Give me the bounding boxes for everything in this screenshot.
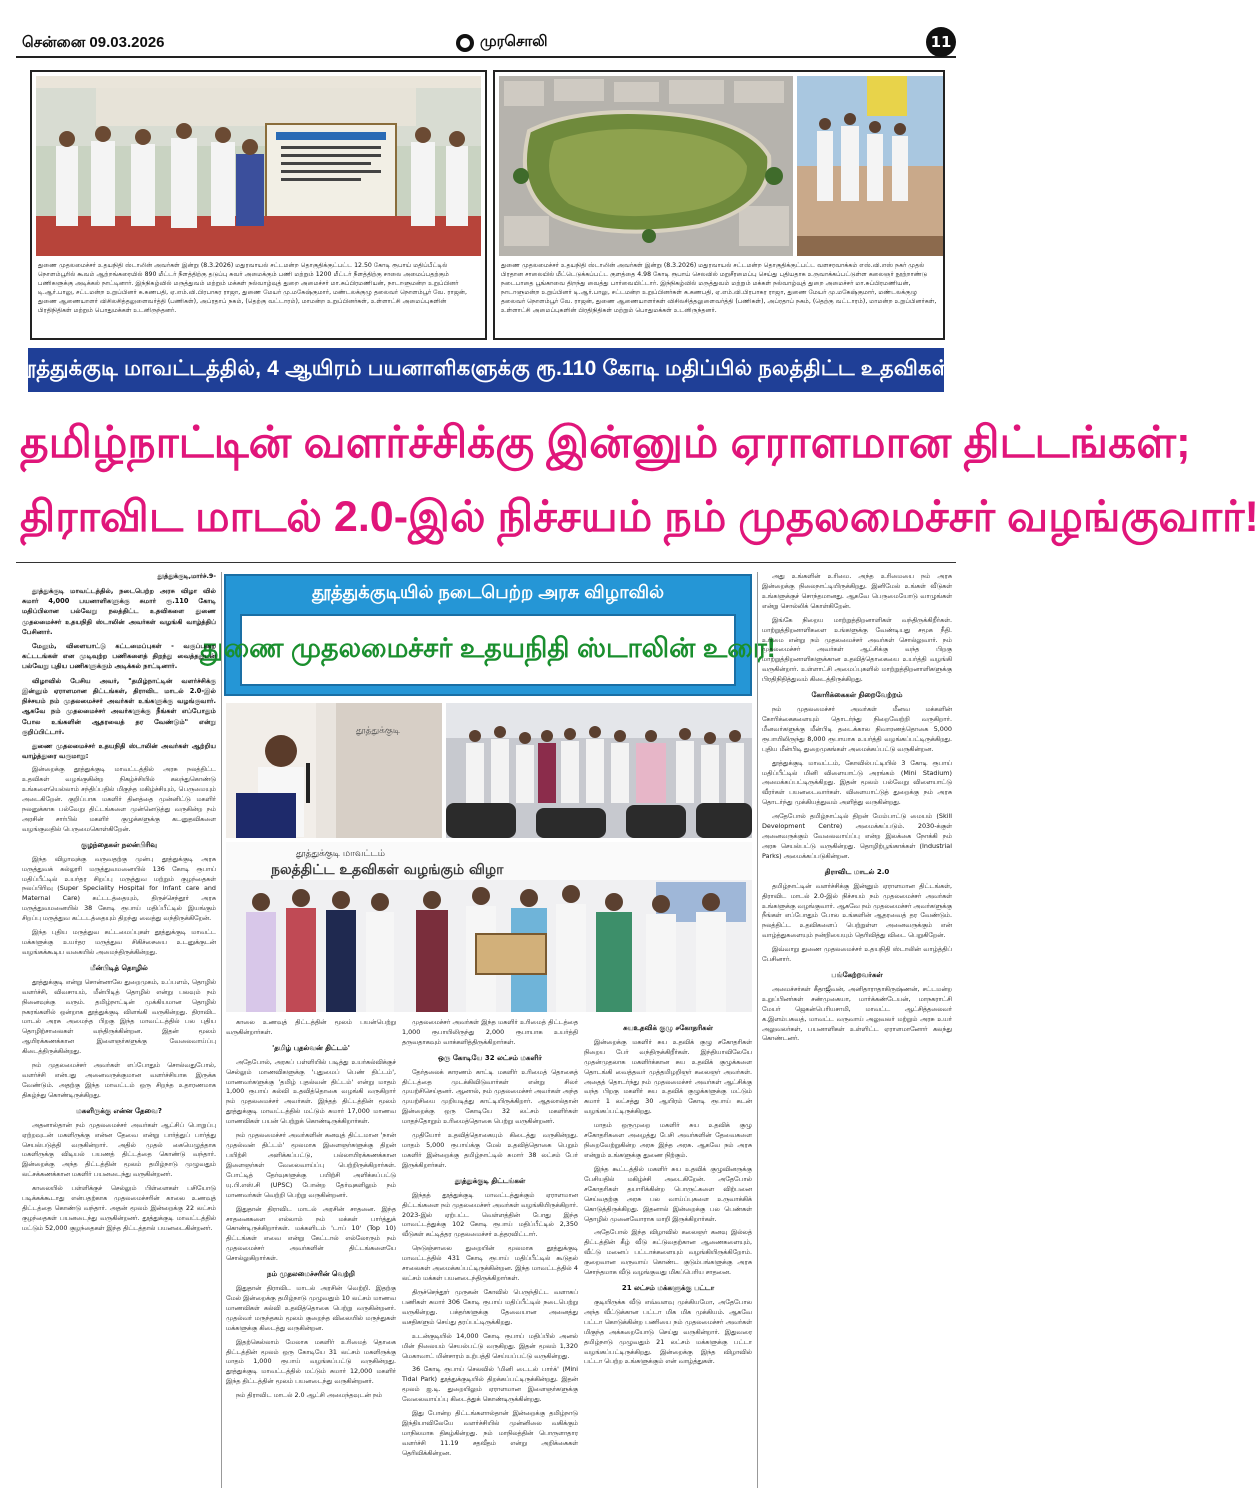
col1-paragraph: தூத்துக்குடி என்று சொன்னாலே துறைமுகம், உப்பளம், தொழில் வளர்ச்சி, விவசாயம், மீன்பிடித் தொழில் என்று பலவும் நம் நினைவுக்கு வரும். தமிழ்நாட்டின் முக்கியமான தொழில் நகரங்களில் ஒன்றாக தூத்துக்குடி விளங்கி வருகின்றது. திராவிட மாடல் அரசு அமைந்த பிறகு இந்த மாவட்டத்தில் பல புதிய தொழிற்சாலைகள் வந்திருக்கின்றன. இதன் மூலம் ஆயிரக்கணக்கான இளைஞர்களுக்கு வேலைவாய்ப்பு கிடைத்திருக்கின்றது. <box>22 977 216 1056</box>
col5-paragraph: இங்கே நிறைய மாற்றுத்திறனாளிகள் வந்திருக்கிறீர்கள். மாற்றுத்திறனாளிகளை உங்களுக்கு வேண்டியது சமூக நீதி. உரிமை என்று நம் முதலமைச்சர் அவர்கள் சொல்லுவார். நம் முதலமைச்சர் அவர்கள் ஆட்சிக்கு வந்த பிறகு மாற்றுத்திறனாளிகளுக்கான உதவித்தொகையை உயர்த்தி வழங்கி வருகின்றார். உள்ளாட்சி அமைப்புகளில் மாற்றுத்திறனாளிகளுக்கு பிரதிநிதித்துவம் கிடைத்திருக்கிறது. <box>762 615 952 684</box>
dateline: தூத்துக்குடி,மார்ச்.9- <box>157 572 216 580</box>
paper-name: முரசொலி <box>480 33 548 50</box>
col3-paragraph: உடன்குடியில் 14,000 கோடி ரூபாய் மதிப்பில் அனல் மின் நிலையம் செயல்பட்டு வருகிறது. இதன் மூலம் 1,320 மெகாவாட் மின்சாரம் உற்பத்தி செய்யப்பட்டு வருகின்றது. <box>402 1331 578 1360</box>
article-column-5 <box>762 572 952 1488</box>
ribbon-cutting-photo <box>36 76 481 256</box>
col5-paragraph: இவ்வாறு துணை முதலமைச்சர் உதயநிதி ஸ்டாலின் வாழ்த்திப் பேசினார். <box>762 945 952 964</box>
col4-paragraph: இன்றைக்கு மகளிர் சுய உதவிக் குழு சகோதரிகள் நிறைய பேர் வந்திருக்கிறீர்கள். இந்தியாவிலேயே முதன்முதலாக மகளிர்க்கான சுய உதவிக் குழுக்களை தொடங்கி வைத்தவர் முத்தமிழறிஞர் கலைஞர் அவர்கள். அதைத் தொடர்ந்து நம் முதலமைச்சர் அவர்கள் ஆட்சிக்கு வந்த பிறகு மகளிர் சுய உதவிக் குழுக்களுக்கு மட்டும் சுமார் 1 லட்சத்து 30 ஆயிரம் கோடி ரூபாய் கடன் வழங்கப்பட்டிருக்கிறது. <box>584 1037 752 1116</box>
lake-aerial-photo <box>499 76 793 256</box>
feature-subtitle: தூத்துக்குடியில் நடைபெற்ற அரசு விழாவில் <box>311 582 665 602</box>
top-left-caption: துணை முதலமைச்சர் உதயநிதி ஸ்டாலின் அவர்கள் இன்று (8.3.2026) மதுரவாயல் சட்டமன்ற தொகுதிக்குட்பட்ட 12.50 கோடி ரூபாய் மதிப்பீட்டில் நொளம்பூரில் கூவம் ஆற்றங்கரையில் 890 மீட்டர் நீளத்திற்கு தடுப்பு சுவர் அமைக்கும் பணி மற்றும் 1200 மீட்டர் நீளத்திற்கு சாலை அமைப்பதற்கும் பணிகளுக்கு அடிக்கல் நாட்டினார். இந்நிகழ்வில் மருத்துவம் மற்றும் மக்கள் நல்வாழ்வுத் துறை அமைச்சர் மா.சுப்பிரமணியன், நாடாளுமன்ற உறுப்பினர் டி.ஆர்.பாலு, சட்டமன்ற உறுப்பினர் க.கணபதி, ஏ.எம்.வி.பிரபாகர ராஜா, துணை மேயர் மு.மகேஷ்குமார், மண்டலக்குழு தலைவர் நொளம்பூர் வே. ராஜன், துணை ஆணையாளர் விசிலசித்தலுளைவர்த்தி (பணிகள்), அப்ரதாப் நகம், (தெற்கு வட்டாரம்), மாமன்ற உறுப்பினர்கள், உள்ளாட்சி அமைப்புகளின் பிரதிநிதிகள் மற்றும் பொதுமக்கள் உடனிருந்தனர். <box>38 262 467 314</box>
col1-paragraph: அதனால்தான் நம் முதலமைச்சர் அவர்கள் ஆட்சிப் பொறுப்பு ஏற்றவுடன் மகளிருக்கு என்ன தேவை என்று பார்த்துப் பார்த்து செயல்படுத்தி வருகின்றார். அதில் முதல் கையெழுத்தாக மகளிருக்கு விடியல் பயணத் திட்டத்தை கொண்டு வந்தார். இன்றைக்கு அந்த திட்டத்தின் மூலம் தமிழ்நாடு முழுவதும் லட்சக்கணக்கான மகளிர் பயனடைந்து வருகின்றனர். <box>22 1120 216 1179</box>
col3-paragraph: முதலமைச்சர் அவர்கள் இந்த மகளிர் உரிமைத் திட்டத்தை 1,000 ரூபாயிலிருந்து 2,000 ரூபாயாக உயர்த்தி தருவதாகவும் வாக்களித்திருக்கிறார்கள். <box>402 1018 578 1046</box>
col2-paragraph: அதேபோல், அரசுப் பள்ளியில் படித்து உயர்கல்விக்குச் செல்லும் மாணவிகளுக்கு 'புதுமைப் பெண் திட்டம்', மாணவர்களுக்கு 'தமிழ் புதல்வன் திட்டம்' என்று மாதம் 1,000 ரூபாய் கல்வி உதவித்தொகை வழங்கி வருகிறார் நம் முதலமைச்சர் அவர்கள். இந்தத் திட்டத்தின் மூலம் தூத்துக்குடி மாவட்டத்தில் மட்டும் சுமார் 17,000 மாணவ மாணவிகள் பயன் பெற்றுக் கொண்டிருக்கிறார்கள். <box>226 1057 396 1126</box>
headline-line-2: திராவிட மாடல் 2.0-இல் நிச்சயம் நம் முதலமைச்சர் வழங்குவார்! <box>20 493 1259 541</box>
welfare-distribution-photo <box>226 842 752 1012</box>
col1-subheading: மகளிருக்கு என்ன தேவை? <box>76 1106 162 1115</box>
col5-paragraph: அதேபோல் தமிழ்நாட்டில் திறன் மேம்பாட்டு மையம் (Skill Development Centre) அமைக்கப்படும். 2030-க்குள் அனைவருக்கும் வேலைவாய்ப்பு என்ற இலக்கை நோக்கி நம் அரசு செயல்பட்டு வருகின்றது. தொழிற்பூங்காக்கள் (Industrial Parks) அமைக்கப்படுகின்றன. <box>762 812 952 860</box>
speech-photo <box>226 703 442 838</box>
col3-paragraph: தேர்தலைக் காரணம் காட்டி மகளிர் உரிமைத் தொகைத் திட்டத்தை முடக்கிவிடுவார்கள் என்று சிலர் முயற்சிசெய்தனர். ஆனால், நம் முதலமைச்சர் அவர்கள் அந்த முயற்சியை முறியடித்து காட்டியிருக்கிறார். ஆதலால்தான் இன்றைக்கு ஒரு கோடியே 32 லட்சம் மகளிர்கள் மாதந்தோறும் உரிமைத்தொகை பெற்று வருகின்றனர். <box>402 1067 578 1126</box>
col2-paragraph: இதுதான் திராவிட மாடல் அரசின் சாதனை. இந்த சாதனைகளை எல்லாம் நம் மக்கள் பார்த்துக் கொண்டிருக்கிறார்கள். மக்களிடம் 'டாப் 10' (Top 10) திட்டங்கள் எவை என்று கேட்டால் எல்லோரும் நம் முதலமைச்சர் அவர்களின் திட்டங்களையே சொல்லுகிறார்கள். <box>226 1204 396 1263</box>
stage-banner-text: தூத்துக்குடி <box>356 726 401 736</box>
feature-box <box>200 574 776 696</box>
top-right-photo-lake <box>499 76 793 256</box>
article-column-1 <box>22 572 216 1488</box>
lead-paragraph: தூத்துக்குடி மாவட்டத்தில், நடைபெற்ற அரசு விழா வில் சுமார் 4,000 பயனாளிகளுக்கு சுமார் ரூ.110 கோடி மதிப்பிலான பல்வேறு நலத்திட்ட உதவிகளை துணை முதலமைச்சர் உதயநிதி ஸ்டாலின் அவர்கள் வழங்கி வாழ்த்திப் பேசினார். <box>22 586 216 636</box>
col5-paragraph: தூத்துக்குடி மாவட்டம், கோவில்பட்டியில் 3 கோடி ரூபாய் மதிப்பீட்டில் மினி விளையாட்டு அரங்கம் (Mini Stadium) அமைக்கப்பட்டிருக்கிறது. இதன் மூலம் பல்வேறு விளையாட்டு வீரர்கள் பயனடைவார்கள். விளையாட்டுத் துறைக்கு நம் அரசு தொடர்ந்து முக்கியத்துவம் அளித்து வருகின்றது. <box>762 758 952 807</box>
col5-paragraph: தமிழ்நாட்டின் வளர்ச்சிக்கு இன்னும் ஏராளமான திட்டங்கள், திராவிட மாடல் 2.0-இல் நிச்சயம் நம் முதலமைச்சர் அவர்கள் உங்களுக்கு வழங்குவார். ஆகவே நம் முதலமைச்சர் அவர்களுக்கு நீங்கள் எப்போதும் போல உங்களின் ஆதரவைத் தர வேண்டும். நலத்திட்ட உதவிகளைப் பெற்றுள்ள அனைவருக்கும் என் வாழ்த்துகளையும் நன்றியையும் தெரிவித்து விடை பெறுகிறேன். <box>762 881 952 940</box>
col2-paragraph: இதுதான் திராவிட மாடல் அரசின் வெற்றி. இதற்கு மேல் இன்றைக்கு தமிழ்நாடு முழுவதும் 10 லட்சம் மாணவ மாணவிகள் கல்வி உதவித்தொகை பெற்று வருகின்றனர். முதல்வர் மருந்தகம் மூலம் குறைந்த விலையில் மருந்துகள் மக்களுக்கு கிடைத்து வருகின்றன. <box>226 1283 396 1332</box>
event-banner-text-2: நலத்திட்ட உதவிகள் வழங்கும் விழா <box>271 862 504 878</box>
col5-subheading: திராவிட மாடல் 2.0 <box>824 867 890 876</box>
col2-paragraph: நம் முதலமைச்சர் அவர்களின் கனவுத் திட்டமான 'நான் முதல்வன் திட்டம்' மூலமாக இளைஞர்களுக்கு திறன் பயிற்சி அளிக்கப்பட்டு, பல்லாயிரக்கணக்கான இளைஞர்கள் வேலைவாய்ப்பு பெற்றிருக்கிறார்கள். போட்டித் தேர்வுகளுக்கு பயிற்சி அளிக்கப்பட்டு யு.பி.எஸ்.சி (UPSC) போன்ற தேர்வுகளிலும் நம் மாணவர்கள் வெற்றி பெற்று வருகின்றனர். <box>226 1131 396 1199</box>
col1-paragraph: மேலும், விளையாட்டு கட்டமைப்புகள் - வகுப்பறை கட்டடங்கள் என முடிவுற்ற பணிகளைத் திறந்து வைத்ததுடன் பல்வேறு புதிய பணிகளுக்கும் அடிக்கல் நாட்டினார். <box>22 642 216 671</box>
top-left-photo <box>36 76 481 256</box>
col1-subheading: குழந்தைகள் நலன்பிரிவு <box>81 840 157 849</box>
col3-paragraph: இது போன்ற திட்டங்களால்தான் இன்றைக்கு தமிழ்நாடு இந்தியாவிலேயே வளர்ச்சியில் முன்னிலை வகிக்கும் மாநிலமாக திகழ்கின்றது. நம் மாநிலத்தின் பொருளாதார வளர்ச்சி 11.19 சதவீதம் என்று அறிக்கைகள் தெரிவிக்கின்றன. <box>402 1409 578 1457</box>
col3-paragraph: முதியோர் உதவித்தொகையும் கிடைத்து வருகின்றது. மாதம் 5,000 ரூபாய்க்கு மேல் உதவித்தொகை பெறும் மகளிர் இன்றைக்கு தமிழ்நாட்டில் சுமார் 38 லட்சம் பேர் இருக்கிறார்கள். <box>402 1131 578 1169</box>
col5-subheading: பங்கேற்றவர்கள் <box>831 971 883 980</box>
event-banner-text: தூத்துக்குடி மாவட்டம் <box>296 849 386 859</box>
col1-paragraph: காலையில் பள்ளிக்குச் செல்லும் பிள்ளைகள் பசியோடு படிக்கக்கூடாது என்பதற்காக முதலமைச்சரின் காலை உணவுத் திட்டத்தை கொண்டு வந்தார். அதன் மூலம் இன்றைக்கு 22 லட்சம் குழந்தைகள் பயனடைந்து வருகின்றனர். தூத்துக்குடி மாவட்டத்தில் மட்டும் 52,000 குழந்தைகள் இந்த திட்டத்தால் பயனடைகின்றனர். <box>22 1184 216 1232</box>
col1-paragraph: துணை முதலமைச்சர் உதயநிதி ஸ்டாலின் அவர்கள் ஆற்றிய வாழ்த்துரை வருமாறு: <box>22 741 216 761</box>
col1-paragraph: இந்த விழாவுக்கு வருவதற்கு முன்பு தூத்துக்குடி அரசு மருத்துவக் கல்லூரி மருத்துவமனையில் 136 கோடி ரூபாய் மதிப்பீட்டில் உயர்தர சிறப்பு மருத்துவ மற்றும் குழந்தைகள் நலப்பிரிவு (Super Speciality Hospital for Infant care and Maternal Care) கட்டடத்தையும், திருச்செந்தூர் அரசு மருத்துவமனையில் 38 கோடி ரூபாய் மதிப்பீட்டில் இயங்கும் சிறப்பு மருத்துவ கட்டடத்தையும் திறந்து வைத்து வந்திருக்கிறேன். <box>22 854 216 923</box>
col2-paragraph: இதற்கெல்லாம் மேலாக மகளிர் உரிமைத் தொகை திட்டத்தின் மூலம் ஒரு கோடியே 31 லட்சம் மகளிருக்கு மாதம் 1,000 ரூபாய் வழங்கப்பட்டு வருகின்றது. தூத்துக்குடி மாவட்டத்தில் மட்டும் சுமார் 12,000 மகளிர் இந்த திட்டத்தின் மூலம் பயனடைந்து வருகின்றனர். <box>226 1337 396 1386</box>
masthead <box>16 30 956 58</box>
col4-subheading: சுயஉதவிக் குழு சகோதரிகள் <box>623 1024 713 1032</box>
col5-subheading: கோரிக்கைகள் நிறைவேற்றம் <box>811 691 903 700</box>
crowd-photo <box>446 703 752 838</box>
col4-subheading: 21 லட்சம் மக்களுக்கு பட்டா <box>621 1284 715 1293</box>
col1-paragraph: இன்றைக்கு தூத்துக்குடி மாவட்டத்தில் அரசு நலத்திட்ட உதவிகள் வழங்குகின்ற நிகழ்ச்சியில் கலந்துகொண்டு உங்களையெல்லாம் சந்திப்பதில் மிகுந்த மகிழ்ச்சியும், பெருமையும் அடைகிறேன். குறிப்பாக மகளிர் தினத்தை முன்னிட்டு மகளிர் நலனுக்காக பல்வேறு திட்டங்களை முன்னெடுத்து வருகின்ற நம் அரசின் சார்பில் மகளிர் குழுக்களுக்கு கடனுதவிகளை வழங்குவதில் பெருமைகொள்கிறேன். <box>22 765 216 833</box>
col3-paragraph: நெடுஞ்சாலை துறையின் மூலமாக தூத்துக்குடி மாவட்டத்தில் 431 கோடி ரூபாய் மதிப்பீட்டில் கூடுதல் சாலைகள் அமைக்கப்பட்டிருக்கின்றன. இந்த மாவட்டத்தில் 4 லட்சம் மக்கள் பயனடைந்திருக்கிறார்கள். <box>402 1244 578 1283</box>
col1-subheading: மீன்பிடித் தொழில் <box>90 963 148 972</box>
col3-subheading: ஒரு கோடியே 32 லட்சம் மகளிர் <box>438 1053 542 1062</box>
col4-paragraph: மாதம் ஒருமுறை மகளிர் சுய உதவிக் குழு சகோதரிகளை அழைத்து பேசி அவர்களின் தேவைகளை நிறைவேற்றுகின்ற அரசு இந்த அரசு. ஆகவே நம் அரசு என்றும் உங்களுக்கு துணை நிற்கும். <box>584 1121 752 1159</box>
crowd-with-scooters-photo <box>446 703 752 838</box>
article-column-4 <box>584 1018 752 1488</box>
col5-paragraph: நம் முதலமைச்சர் அவர்கள் மீனவ மக்களின் கோரிக்கைகளையும் தொடர்ந்து நிறைவேற்றி வருகிறார். மீனவர்களுக்கு மீன்பிடி தடைக்கால நிவாரணத்தொகை 5,000 ரூபாயிலிருந்து 8,000 ரூபாயாக உயர்த்தி வழங்கப்பட்டிருக்கிறது. புதிய மீன்பிடி துறைமுகங்கள் அமைக்கப்பட்டு வருகின்றன. <box>762 704 952 753</box>
col5-paragraph: அது உங்களின் உரிமை. அந்த உரிமையை நம் அரசு இன்றைக்கு நிலைநாட்டியிருக்கிறது. இனிமேல் உங்கள் வீடுகள் உங்களுக்குச் சொந்தமானது. ஆகவே பெருமையோடு வாழுங்கள் என்று சொல்லிக் கொள்கிறேன். <box>762 572 952 610</box>
col3-paragraph: திருச்செந்தூர் முருகன் கோவில் பெருந்திட்ட வளாகப் பணிகள் சுமார் 306 கோடி ரூபாய் மதிப்பீட்டில் நடைபெற்று வருகின்றது. பக்தர்களுக்கு தேவையான அனைத்து வசதிகளும் செய்து தரப்பட்டிருக்கிறது. <box>402 1287 578 1326</box>
headline-divider <box>16 562 956 563</box>
top-right-photo-box <box>493 70 945 340</box>
col2-paragraph: நம் திராவிட மாடல் 2.0 ஆட்சி அமைந்தவுடன் நம் <box>236 1391 383 1400</box>
paper-name-block <box>456 33 548 52</box>
award-photo <box>226 842 752 1012</box>
top-left-photo-box <box>30 70 487 340</box>
col4-paragraph: அதேபோல் இந்த விழாவில் கலைஞர் கனவு இல்லத் திட்டத்தின் கீழ் வீடு கட்டுவதற்கான ஆணைகளையும், வீட்டு மனைப் பட்டாக்களையும் வழங்கியிருக்கிறோம். குறைவான வருவாய் கொண்ட குடும்பங்களுக்கு அரசு சொந்தமாக வீடு வழங்குவது மிகப்பெரிய சாதனை. <box>584 1228 752 1277</box>
park-walk-photo <box>797 76 943 256</box>
col2-subheading: 'தமிழ் புதல்வன் திட்டம்' <box>272 1043 350 1052</box>
col2-subheading: நம் முதலமைச்சரின் வெற்றி <box>267 1270 355 1279</box>
col1-paragraph: விழாவில் பேசிய அவர், "தமிழ்நாட்டின் வளர்ச்சிக்கு இன்னும் ஏராளமான திட்டங்கள், திராவிட மாடல் 2.0-இல் நிச்சயம் நம் முதலமைச்சர் அவர்கள் உங்களுக்கு வழங்குவார். ஆகவே நம் முதலமைச்சர் அவர்களுக்கு நீங்கள் எப்போதும் போல உங்களின் ஆதரவைத் தர வேண்டும்" என்று குறிப்பிட்டார். <box>22 676 216 736</box>
col2-paragraph: காலை உணவுத் திட்டத்தின் மூலம் பயன்பெற்று வருகின்றார்கள். <box>226 1018 396 1036</box>
col4-paragraph: இந்த கூட்டத்தில் மகளிர் சுய உதவிக் குழுவினருக்கு பேசியதில் மகிழ்ச்சி அடைகிறேன். அதேபோல் சகோதரிகள் தயாரிக்கின்ற பொருட்களை விற்பனை செய்வதற்கு அரசு பல வாய்ப்புகளை உருவாக்கிக் கொடுத்திருக்கிறது. இதனால் இன்றைக்கு பல பெண்கள் தொழில் முனைவோராக மாறி இருக்கிறார்கள். <box>584 1164 752 1223</box>
headline-line-1: தமிழ்நாட்டின் வளர்ச்சிக்கு இன்னும் ஏராளமான திட்டங்கள்; <box>20 418 1191 467</box>
feature-title: துணை முதலமைச்சர் உதயநிதி ஸ்டாலின் உரை! <box>240 614 736 686</box>
page-number: 11 <box>926 27 956 57</box>
col1-paragraph: இந்த புதிய மருத்துவ கட்டமைப்புகள் தூத்துக்குடி மாவட்ட மக்களுக்கு உயர்தர மருத்துவ சிகிச்சையை உடனுக்குடன் வழங்கக்கூடிய வகையில் அமைந்திருக்கின்றது. <box>22 928 216 957</box>
newspaper-logo-icon <box>456 34 474 52</box>
col3-paragraph: 36 கோடி ரூபாய் செலவில் 'மினி டைடல் பார்க்' (Mini Tidal Park) தூத்துக்குடியில் திறக்கப்பட்டிருக்கின்றது. இதன் மூலம் ஐ.டி. துறையிலும் ஏராளமான இளைஞர்களுக்கு வேலைவாய்ப்பு கிடைத்துக் கொண்டிருக்கின்றது. <box>402 1365 578 1404</box>
col5-paragraph: அமைச்சர்கள் கீதாஜீவன், அனிதாராதாகிருஷ்ணன், சட்டமன்ற உறுப்பினர்கள் சண்முகையா, மார்க்கண்டேயன், மாநகராட்சி மேயர் ஜெகன்பெரியசாமி, மாவட்ட ஆட்சித்தலைவர் க.இளம்பகவத், மாவட்ட வருவாய் அலுவலர் மற்றும் அரசு உயர் அலுவலர்கள், பயனாளிகள் உள்ளிட்ட ஏராளமானோர் கலந்து கொண்டனர். <box>762 984 952 1043</box>
article-column-3 <box>402 1018 578 1488</box>
col4-paragraph: குடியிருக்க வீடு எவ்வளவு முக்கியமோ, அதேபோல அந்த வீட்டுக்கான பட்டா மிக மிக முக்கியம். ஆகவே பட்டா கொடுக்கின்ற பணியை நம் முதலமைச்சர் அவர்கள் மிகுந்த அக்கறையோடு செய்து வருகின்றார். இதுவரை தமிழ்நாடு முழுவதும் 21 லட்சம் மக்களுக்கு பட்டா வழங்கப்பட்டிருக்கிறது. இன்றைக்கு இந்த விழாவில் பட்டா பெற்ற உங்களுக்கும் என் வாழ்த்துகள். <box>584 1297 752 1366</box>
subheadline-banner: தூத்துக்குடி மாவட்டத்தில், 4 ஆயிரம் பயனாளிகளுக்கு ரூ.110 கோடி மதிப்பில் நலத்திட்ட உதவிகள்: <box>28 348 944 392</box>
article-column-2 <box>226 1018 396 1488</box>
top-right-caption: துணை முதலமைச்சர் உதயநிதி ஸ்டாலின் அவர்கள் இன்று (8.3.2026) மதுரவாயல் சட்டமன்ற தொகுதிக்குட்பட்ட வளசரவாக்கம் எஸ்.வி.எஸ் நகர் முதல் பிரதான சாலையில் மீட்டெடுக்கப்பட்ட குளத்தை 4.98 கோடி ரூபாய் செலவில் மறுசீரமைப்பு செய்து புதியதாக உருவாக்கப்பட்டுள்ள கலைஞர் நூற்றாண்டு நடைபாதை பூங்காவை திறந்து வைத்து பார்வையிட்டார். இந்நிகழ்வில் மருத்துவம் மற்றும் மக்கள் நல்வாழ்வுத் துறை அமைச்சர் மா.சுப்பிரமணியன், நாடாளுமன்ற உறுப்பினர் டி.ஆர்.பாலு, சட்டமன்ற உறுப்பினர்கள் க.கணபதி, ஏ.எம்.வி.பிரபாகர ராஜா, துணை மேயர் மு.மகேஷ்குமார், மண்டலக்குழு தலைவர் நொளம்பூர் வே. ராஜன், துணை ஆணையாளர்கள் விசிலசித்தலுளைவர்த்தி (பணிகள்), அப்ரதாப் நகம், (தெற்கு வட்டாரம்), மாமன்ற உறுப்பினர்கள், உள்ளாட்சி அமைப்புகளின் பிரதிநிதிகள் மற்றும் பொதுமக்கள் உடனிருந்தனர். <box>501 262 937 314</box>
top-right-photo-walk <box>797 76 943 256</box>
speaker-at-podium-photo <box>226 703 442 838</box>
col3-subheading: தூத்துக்குடி திட்டங்கள் <box>454 1176 526 1185</box>
column-rule <box>757 572 758 1488</box>
date-line: சென்னை 09.03.2026 <box>22 34 165 51</box>
col1-paragraph: நம் முதலமைச்சர் அவர்கள் எப்போதும் சொல்வதுபோல், வளர்ச்சி என்பது அனைவருக்குமான வளர்ச்சியாக இருக்க வேண்டும். அதற்கு இந்த மாவட்டம் ஒரு சிறந்த உதாரணமாக திகழ்ந்து கொண்டிருக்கிறது. <box>22 1061 216 1099</box>
column-rule <box>221 572 222 1488</box>
col3-paragraph: இந்தத் தூத்துக்குடி மாவட்டத்துக்கும் ஏராளமான திட்டங்களை நம் முதலமைச்சர் அவர்கள் வழங்கியிருக்கிறார். 2023-இல் ஏற்பட்ட வெள்ளத்தின் போது இந்த மாவட்டத்துக்கு 102 கோடி ரூபாய் மதிப்பீட்டில் 2,350 வீடுகள் கட்டித்தர முதலமைச்சர் உத்தரவிட்டார். <box>402 1190 578 1239</box>
